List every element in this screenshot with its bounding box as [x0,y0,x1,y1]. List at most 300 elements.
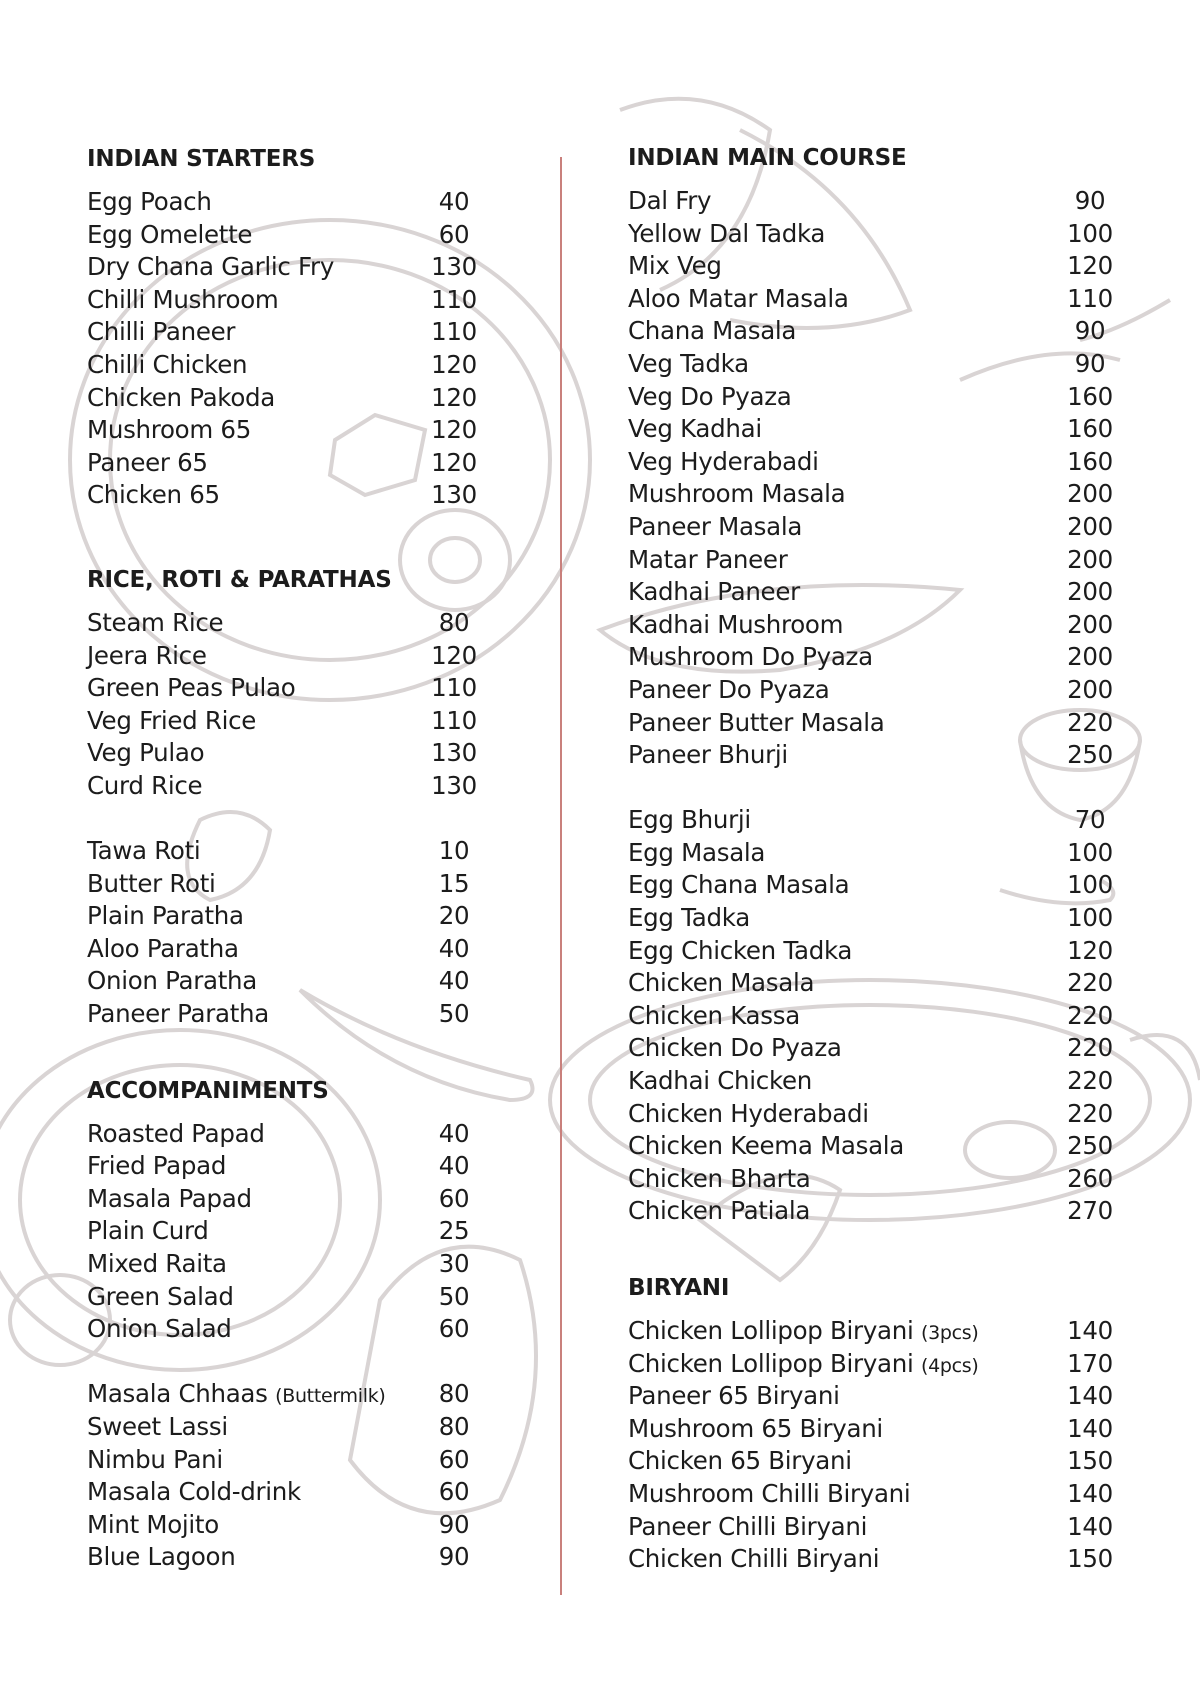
item-price: 30 [438,1249,470,1279]
menu-item [87,186,482,219]
menu-item [628,869,1118,902]
item-price: 120 [1067,251,1113,281]
item-price: 140 [1067,1511,1113,1541]
item-label [87,900,244,933]
menu-item [87,1281,482,1314]
menu-item [628,935,1118,968]
menu-item [628,1348,1118,1381]
menu-item [628,1065,1118,1098]
menu-item [628,1413,1118,1446]
item-label [628,576,800,609]
item-price: 160 [1067,446,1113,476]
item-label [628,1348,979,1381]
item-label [87,349,247,382]
item-label [87,219,252,252]
menu-item [628,1032,1118,1065]
item-name: Veg Do Pyaza [628,381,792,411]
item-label [87,705,256,738]
item-name: Egg Masala [628,837,766,867]
item-name: Aloo Matar Masala [628,283,849,313]
menu-item [628,544,1118,577]
item-label [87,382,275,415]
menu-item [87,835,482,868]
item-label [628,1445,852,1478]
item-price: 20 [438,901,470,931]
menu-item [87,382,482,415]
item-name: Aloo Paratha [87,933,239,963]
menu-item [87,900,482,933]
item-price: 110 [431,284,477,314]
item-price: 220 [1067,968,1113,998]
item-price: 90 [438,1542,470,1572]
item-price: 80 [438,1379,470,1409]
item-price: 90 [1074,186,1106,215]
section-title-accompaniments: ACCOMPANIMENTS [87,1077,329,1104]
item-name: Chicken 65 Biryani [628,1446,852,1476]
item-price: 90 [1074,316,1106,346]
item-price: 200 [1067,609,1113,639]
item-label [628,511,802,544]
menu-item [628,250,1118,283]
item-label [628,446,819,479]
menu-item [628,1000,1118,1033]
item-name: Chicken Kassa [628,1000,800,1030]
menu-item [628,1478,1118,1511]
menu-item [87,284,482,317]
item-name: Mushroom 65 [87,415,252,445]
item-name: Veg Hyderabadi [628,446,819,476]
item-price: 220 [1067,1066,1113,1096]
item-label [87,640,207,673]
item-price: 200 [1067,674,1113,704]
item-label [87,672,295,705]
menu-item [628,185,1118,218]
menu-item [628,1380,1118,1413]
item-name: Mint Mojito [87,1509,219,1539]
menu-item [628,348,1118,381]
item-name: Chicken Lollipop Biryani [628,1316,914,1345]
menu-item [87,705,482,738]
menu-item [628,1098,1118,1131]
menu-item [87,1313,482,1346]
item-price: 250 [1067,740,1113,770]
section-title-biryani: BIRYANI [628,1275,730,1301]
item-price: 40 [438,933,470,963]
menu-item [87,933,482,966]
item-label [628,837,765,870]
item-price: 200 [1067,544,1113,574]
item-price: 90 [1074,348,1106,378]
item-name: Masala Papad [87,1183,252,1213]
rice-list [87,607,482,803]
menu-item [628,1445,1118,1478]
item-name: Yellow Dal Tadka [628,218,826,248]
item-name: Chicken Masala [628,968,815,998]
menu-item [87,251,482,284]
menu-item [87,219,482,252]
item-price: 140 [1067,1413,1113,1443]
item-label [628,609,843,642]
item-name: Paneer Chilli Biryani [628,1511,868,1541]
item-price: 40 [438,966,470,996]
item-price: 250 [1067,1131,1113,1161]
item-name: Chicken 65 [87,480,220,510]
menu-item [628,837,1118,870]
item-name: Egg Chana Masala [628,870,850,900]
menu-item [87,1411,482,1444]
menu-item [87,1541,482,1574]
menu-item [628,707,1118,740]
item-note: (3pcs) [920,1322,979,1344]
item-price: 40 [438,1151,470,1181]
item-name: Chicken Bharta [628,1163,811,1193]
menu-item [628,381,1118,414]
item-label [87,1541,235,1574]
item-price: 200 [1067,642,1113,672]
item-label [87,316,235,349]
item-label [628,902,750,935]
item-label [628,935,852,968]
menu-item [628,641,1118,674]
menu-item [628,511,1118,544]
item-label [87,1248,227,1281]
item-price: 120 [431,382,477,412]
item-name: Masala Chhaas [87,1379,268,1409]
item-label [628,478,845,511]
item-name: Onion Paratha [87,966,257,996]
item-price: 110 [431,317,477,347]
item-name: Chicken Do Pyaza [628,1033,842,1063]
item-label [87,186,212,219]
bread-list [87,835,482,1031]
left-column [87,143,482,1574]
item-name: Veg Fried Rice [87,705,257,735]
menu-item [87,998,482,1031]
item-name: Veg Tadka [628,348,749,378]
item-price: 120 [431,447,477,477]
item-price: 150 [1067,1544,1113,1574]
item-price: 60 [438,1477,470,1507]
item-price: 140 [1067,1381,1113,1411]
item-price: 270 [1067,1196,1113,1226]
item-name: Kadhai Chicken [628,1066,812,1096]
menu-item [87,770,482,803]
item-label [628,1380,840,1413]
menu-item [628,1195,1118,1228]
item-label [87,998,269,1031]
menu-item [628,1511,1118,1544]
menu-item [628,739,1118,772]
item-name: Paneer Paratha [87,999,269,1029]
menu-item [628,1543,1118,1576]
item-label [628,544,787,577]
item-price: 130 [431,252,477,282]
item-name: Paneer Butter Masala [628,707,885,737]
menu-item [628,902,1118,935]
item-price: 70 [1074,805,1106,835]
item-price: 100 [1067,218,1113,248]
item-name: Plain Curd [87,1216,209,1246]
item-price: 110 [1067,283,1113,313]
item-name: Mix Veg [628,251,722,281]
item-label [628,1065,812,1098]
item-name: Egg Omelette [87,219,253,249]
item-name: Dal Fry [628,186,712,215]
item-price: 60 [438,1314,470,1344]
menu-item [87,607,482,640]
item-label [628,674,830,707]
menu-item [87,1183,482,1216]
item-label [628,1478,910,1511]
item-price: 200 [1067,479,1113,509]
item-name: Egg Chicken Tadka [628,935,853,965]
item-label [87,1411,228,1444]
item-name: Mushroom Masala [628,479,846,509]
item-name: Plain Paratha [87,901,244,931]
item-name: Chicken Lollipop Biryani [628,1348,914,1378]
item-label [87,1476,301,1509]
menu-item [87,1476,482,1509]
menu-item [628,413,1118,446]
item-name: Paneer Masala [628,511,803,541]
item-label [87,251,334,284]
item-label [628,283,849,316]
item-name: Paneer 65 Biryani [628,1381,840,1411]
item-name: Matar Paneer [628,544,788,574]
item-name: Egg Bhurji [628,805,751,835]
item-name: Chilli Mushroom [87,284,279,314]
item-name: Paneer 65 [87,447,208,477]
menu-item [87,737,482,770]
item-label [87,1378,386,1411]
item-price: 220 [1067,1033,1113,1063]
menu-item [628,674,1118,707]
menu-item [628,609,1118,642]
menu-item [87,640,482,673]
item-name: Steam Rice [87,607,224,637]
item-label [87,770,202,803]
menu-item [87,1378,482,1411]
item-label [87,1444,223,1477]
item-price: 10 [438,836,470,866]
item-price: 150 [1067,1446,1113,1476]
item-label [628,1032,842,1065]
item-price: 120 [431,349,477,379]
item-label [628,250,722,283]
item-name: Green Salad [87,1281,234,1311]
item-name: Dry Chana Garlic Fry [87,252,335,282]
item-label [628,218,825,251]
menu-item [628,576,1118,609]
item-name: Kadhai Mushroom [628,609,844,639]
item-price: 110 [431,705,477,735]
item-name: Mushroom Chilli Biryani [628,1478,911,1508]
menu-item [628,315,1118,348]
main-course-nonveg-list [628,804,1118,1228]
item-price: 60 [438,219,470,249]
section-title-indian-starters: INDIAN STARTERS [87,146,316,172]
item-label [628,967,814,1000]
item-name: Sweet Lassi [87,1412,228,1441]
item-label [628,1543,879,1576]
item-name: Jeera Rice [87,640,207,670]
item-name: Nimbu Pani [87,1444,223,1474]
item-label [87,607,223,640]
menu-item [628,283,1118,316]
item-price: 90 [438,1509,470,1539]
menu-item [628,446,1118,479]
item-price: 15 [438,868,470,898]
item-note: (Buttermilk) [275,1385,386,1408]
item-name: Paneer Do Pyaza [628,674,830,704]
item-name: Mushroom 65 Biryani [628,1413,883,1443]
item-label [87,414,251,447]
item-price: 60 [438,1183,470,1213]
item-price: 200 [1067,511,1113,541]
item-name: Blue Lagoon [87,1542,236,1572]
menu-item [628,804,1118,837]
item-price: 220 [1067,707,1113,737]
menu-item [628,478,1118,511]
item-name: Green Peas Pulao [87,673,296,703]
item-name: Chana Masala [628,316,797,346]
item-label [87,737,204,770]
item-label [628,1315,979,1348]
item-price: 120 [1067,935,1113,965]
menu-item [87,1215,482,1248]
menu-item [87,1444,482,1477]
item-label [87,933,239,966]
item-price: 200 [1067,577,1113,607]
item-label [87,1118,265,1151]
item-price: 80 [438,1412,470,1441]
item-name: Chicken Hyderabadi [628,1098,869,1128]
menu-item [628,218,1118,251]
item-name: Onion Salad [87,1314,232,1344]
item-price: 160 [1067,414,1113,444]
main-course-veg-list [628,185,1118,772]
item-name: Egg Tadka [628,903,750,933]
item-label [628,1000,800,1033]
item-name: Butter Roti [87,868,216,898]
item-name: Chicken Keema Masala [628,1131,905,1161]
item-price: 140 [1067,1478,1113,1508]
item-price: 50 [438,1281,470,1311]
item-label [87,447,208,480]
item-name: Roasted Papad [87,1118,265,1148]
item-label [628,804,751,837]
menu-item [87,965,482,998]
item-name: Chilli Paneer [87,317,236,347]
section-title-indian-main-course: INDIAN MAIN COURSE [628,145,907,171]
item-label [628,739,788,772]
item-label [87,965,257,998]
item-price: 170 [1067,1348,1113,1378]
item-label [87,1509,219,1542]
item-price: 160 [1067,381,1113,411]
item-label [87,1150,226,1183]
menu-item [87,316,482,349]
menu-item [87,868,482,901]
item-name: Paneer Bhurji [628,740,788,770]
item-price: 100 [1067,870,1113,900]
item-label [87,284,279,317]
item-name: Chilli Chicken [87,349,248,379]
item-price: 220 [1067,1098,1113,1128]
item-name: Masala Cold-drink [87,1477,301,1507]
item-label [628,315,796,348]
item-price: 220 [1067,1000,1113,1030]
item-price: 40 [438,1118,470,1148]
item-label [628,1511,867,1544]
item-price: 100 [1067,903,1113,933]
drinks-list [87,1378,482,1574]
item-name: Tawa Roti [87,836,201,866]
menu-item [87,1150,482,1183]
item-label [87,1215,209,1248]
item-label [87,1313,232,1346]
item-label [87,835,200,868]
starters-list [87,186,482,512]
menu-item [628,1315,1118,1348]
item-price: 100 [1067,837,1113,867]
menu-item [87,1248,482,1281]
item-name: Chicken Patiala [628,1196,811,1226]
menu-item [87,447,482,480]
item-price: 260 [1067,1163,1113,1193]
item-label [628,641,873,674]
item-label [628,869,849,902]
accompaniments-list [87,1118,482,1346]
item-price: 120 [431,415,477,445]
item-price: 110 [431,673,477,703]
item-name: Kadhai Paneer [628,577,800,607]
item-name: Veg Pulao [87,738,205,768]
item-label [87,868,216,901]
item-label [628,1413,883,1446]
item-price: 25 [438,1216,470,1246]
right-column [628,142,1118,1576]
item-price: 120 [431,640,477,670]
item-label [628,1130,904,1163]
menu-item [87,1509,482,1542]
biryani-list [628,1315,1118,1576]
menu-item [87,479,482,512]
item-label [628,348,749,381]
item-label [628,413,762,446]
item-name: Chicken Pakoda [87,382,275,412]
item-price: 40 [438,187,470,216]
item-label [628,1098,869,1131]
item-label [87,479,220,512]
item-name: Curd Rice [87,770,203,800]
item-name: Fried Papad [87,1151,227,1181]
item-label [628,1163,810,1196]
menu-item [87,349,482,382]
menu-item [87,414,482,447]
item-price: 50 [438,999,470,1029]
item-name: Veg Kadhai [628,414,762,444]
item-name: Mushroom Do Pyaza [628,642,873,672]
item-label [628,381,791,414]
item-price: 60 [438,1444,470,1474]
item-name: Egg Poach [87,187,212,216]
section-title-rice-roti-parathas: RICE, ROTI & PARATHAS [87,566,392,593]
menu-item [87,672,482,705]
item-label [628,707,884,740]
item-label [628,1195,810,1228]
item-price: 140 [1067,1316,1113,1345]
